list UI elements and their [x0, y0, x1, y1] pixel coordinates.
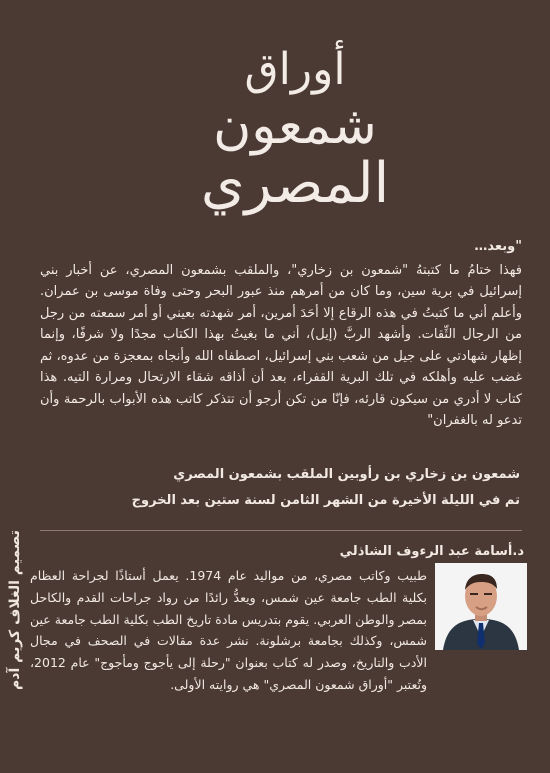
author-name: د.أسامة عبد الرءوف الشاذلي — [339, 544, 524, 559]
signature-name: شمعون بن زخاري بن رأوبين الملقب بشمعون المصري — [173, 467, 520, 482]
author-bio-text: طبيب وكاتب مصري، من مواليد عام 1974. يعمل أستاذًا لجراحة العظام بكلية الطب جامعة عين شمس، ويعدُّ رائدًا من رواد جراحات القدم والكاحل بمصر والوطن العربي. يقوم بتدريس مادة تاريخ الطب بكلية الطب جامعة عين شمس، وكذلك بجامعة برشلونة. نشر عدة مقالات في الصحف في مجال الأدب والتاريخ، وصدر له كتاب بعنوان "رحلة إلى يأجوج ومأجوج" عام 2012، وتُعتبر "أوراق شمعون المصري" هي روايته الأولى. — [30, 568, 427, 692]
title-line-1: أوراق — [244, 44, 346, 95]
signature-date: تم في الليلة الأخيرة من الشهر الثامن لسنة ستين بعد الخروج — [131, 493, 520, 508]
excerpt-text — [40, 236, 522, 432]
excerpt-signature — [40, 462, 520, 514]
excerpt-body: فهذا ختامُ ما كتبتهُ "شمعون بن زخاري"، والملقب بشمعون المصري، عن أخبار بني إسرائيل في برية سين، وما كان من أمرهم منذ عبور البحر وحتى وفاة موسى بن عمران. وأعلم أني ما كتبتُ في هذه الرقاع إلا أحَدَ أمرين، أمر شهدته بعيني أو أمر سمعته من رجل من الرجال الثِّقات. وأشهد الربَّ (إيل)، أني ما بغيتُ بهذا الكتاب مجدًا ولا شرفًا، وإنما إظهار شهادتي على جيل من شعب بني إسرائيل، اصطفاه الله وأنجاه بمعجزة من عدوه، ثم غضب عليه وأهلكه في تلك البرية القفراء، بعد أن أذاقه شقاء الارتحال ومرارة التيه. هذا كتاب لا أدري من سيكون قارئه، فإنّا من تكن أرجو أن تتذكر كاتب هذه الأبواب بالرحمة وأن تدعو له بالغفران" — [40, 262, 522, 428]
excerpt-lead: "وبعد… — [474, 239, 522, 254]
section-divider — [40, 530, 522, 531]
cover-design-credit: تصميم الغلاف كريم آدم — [7, 530, 23, 691]
title-line-3: المصري — [200, 151, 390, 216]
author-photo — [435, 563, 527, 650]
author-bio — [30, 565, 427, 696]
author-portrait-icon — [435, 563, 527, 650]
book-title — [180, 44, 410, 218]
title-line-2: شمعون — [213, 96, 377, 156]
